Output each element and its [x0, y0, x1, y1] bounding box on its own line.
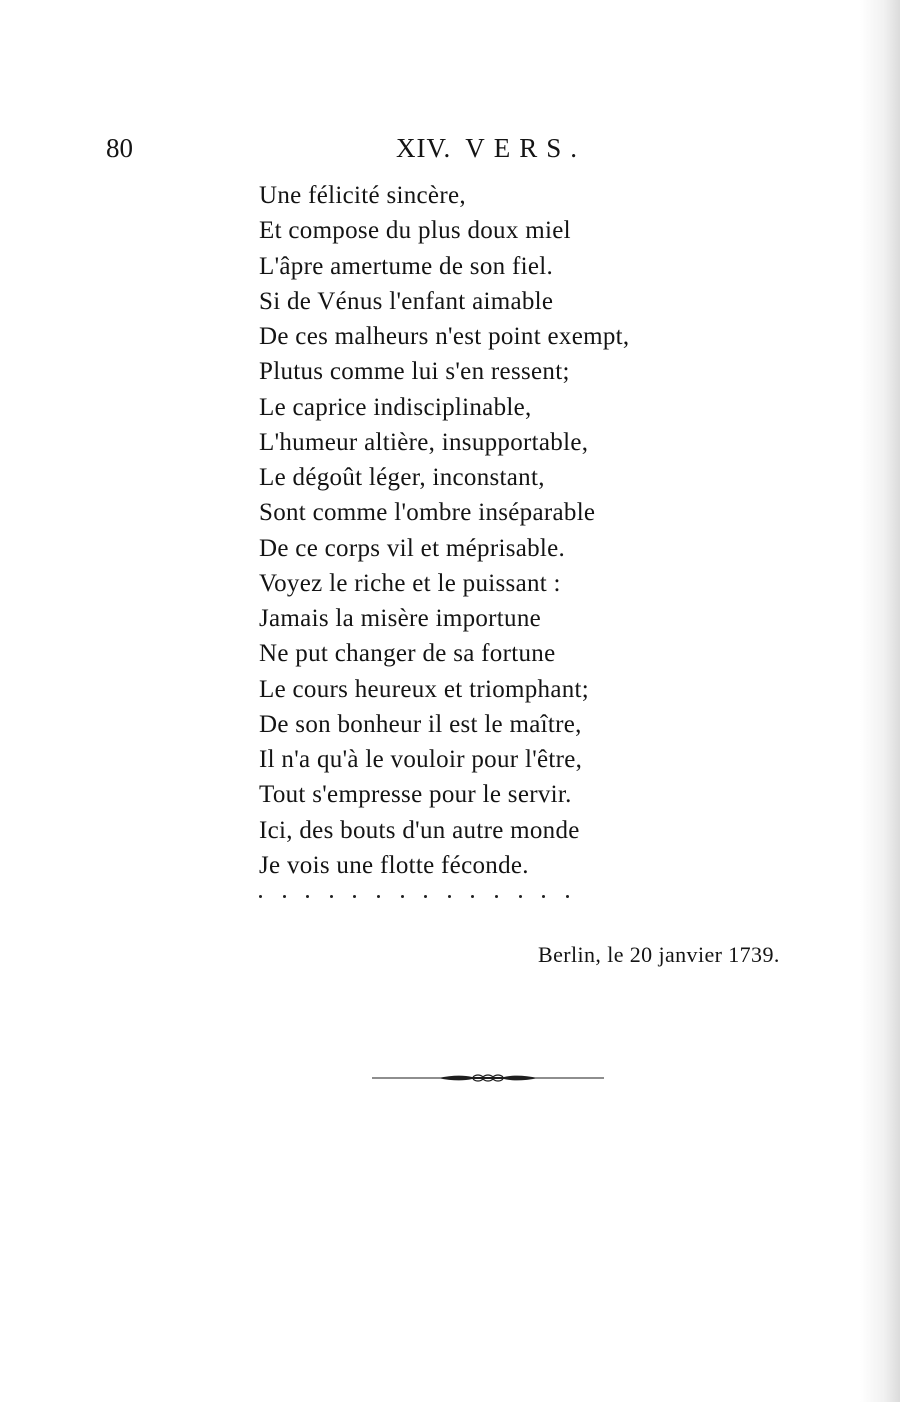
verse-line: Jamais la misère importune	[259, 605, 542, 632]
verse-line: De ces malheurs n'est point exempt,	[259, 323, 630, 350]
omission-dot	[542, 895, 545, 898]
ornament-divider	[372, 1070, 604, 1086]
verse-line: Sont comme l'ombre inséparable	[259, 499, 596, 527]
omission-dot	[283, 895, 286, 898]
omission-dot	[306, 895, 309, 898]
verse-line: De son bonheur il est le maître,	[259, 710, 582, 738]
verse-line: Voyez le riche et le puissant :	[259, 569, 561, 597]
verse-line: L'âpre amertume de son fiel.	[259, 252, 554, 280]
verse-line: Et compose du plus doux miel	[259, 217, 571, 245]
omission-dot	[424, 895, 427, 898]
running-head	[396, 132, 586, 164]
omission-dots	[259, 895, 569, 898]
verse-line: Je vois une flotte féconde.	[259, 851, 529, 879]
verse-line: Le dégoût léger, inconstant,	[259, 464, 545, 491]
poem-text	[259, 178, 719, 883]
omission-dot	[566, 895, 569, 898]
verse-line: Ne put changer de sa fortune	[259, 640, 556, 668]
verse-line: Tout s'empresse pour le servir.	[259, 781, 572, 809]
section-numeral: XIV.	[396, 133, 452, 163]
omission-dot	[401, 895, 404, 898]
omission-dot	[377, 895, 380, 898]
verse-line: Si de Vénus l'enfant aimable	[259, 287, 554, 315]
verse-line: Ici, des bouts d'un autre monde	[259, 816, 580, 844]
omission-dot	[353, 895, 356, 898]
omission-dot	[495, 895, 498, 898]
dateline: Berlin, le 20 janvier 1739.	[538, 942, 780, 967]
page-number: 80	[106, 133, 133, 163]
omission-dot	[259, 895, 262, 898]
omission-dot	[330, 895, 333, 898]
verse-line: Le cours heureux et triomphant;	[259, 675, 590, 703]
verse-line: Il n'a qu'à le vouloir pour l'être,	[259, 746, 583, 773]
verse-line: Le caprice indisciplinable,	[259, 393, 532, 421]
section-title: VERS.	[465, 133, 587, 163]
verse-line: L'humeur altière, insupportable,	[259, 428, 589, 456]
omission-dot	[519, 895, 522, 898]
verse-line: Une félicité sincère,	[259, 182, 466, 209]
verse-line: Plutus comme lui s'en ressent;	[259, 358, 570, 386]
omission-dot	[471, 895, 474, 898]
verse-line: De ce corps vil et méprisable.	[259, 534, 566, 562]
page-edge-shadow	[860, 0, 900, 1402]
omission-dot	[448, 895, 451, 898]
